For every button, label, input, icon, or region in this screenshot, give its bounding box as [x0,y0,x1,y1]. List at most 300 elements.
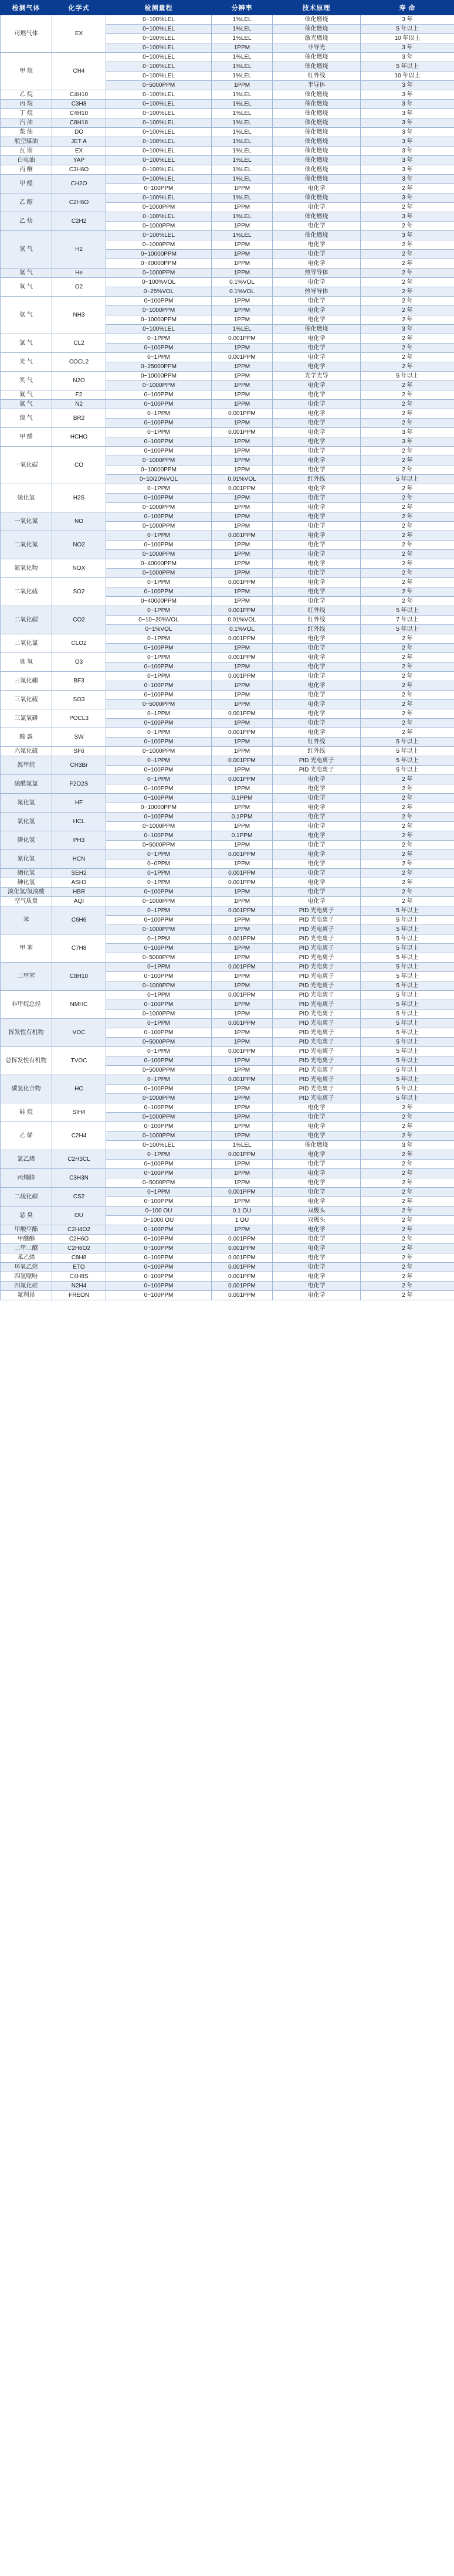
resolution-cell: 0.001PPM [212,578,273,587]
technology-cell: 催化燃烧 [273,25,361,34]
lifetime-cell: 3 年 [361,81,454,90]
technology-cell: 电化学 [273,409,361,419]
lifetime-cell: 5 年以上 [361,766,454,775]
range-cell: 0~100%VOL [106,278,212,287]
resolution-cell: 1PPM [212,550,273,559]
range-cell: 0~1000PPM [106,925,212,934]
table-row [1,691,454,700]
formula-cell: NH3 [52,297,106,334]
resolution-cell: 1PPM [212,747,273,756]
gas-name-cell: 氟 气 [1,390,52,400]
technology-cell: 电化学 [273,662,361,672]
formula-cell: NO2 [52,531,106,559]
range-cell: 0~1000PPM [106,569,212,578]
resolution-cell: 1PPM [212,569,273,578]
formula-cell: JET A [52,137,106,147]
formula-cell: C2H4O2 [52,1225,106,1235]
table-row [1,1235,454,1244]
gas-name-cell: 氯化氢 [1,813,52,831]
table-row [1,137,454,147]
resolution-cell: 1PPM [212,822,273,831]
technology-cell: 电化学 [273,522,361,531]
resolution-cell: 1PPM [212,859,273,869]
lifetime-cell: 2 年 [361,1291,454,1300]
resolution-cell: 1PPM [212,1113,273,1122]
technology-cell: 电化学 [273,184,361,193]
technology-cell: 电化学 [273,334,361,344]
lifetime-cell: 2 年 [361,841,454,850]
range-cell: 0~100%LEL [106,128,212,137]
formula-cell: CH4 [52,53,106,90]
range-cell: 0~40000PPM [106,559,212,569]
range-cell: 0~1PPM [106,869,212,878]
gas-name-cell: 乙 烷 [1,90,52,100]
technology-cell: 电化学 [273,456,361,465]
gas-name-cell: 二氧化氯 [1,634,52,653]
resolution-cell: 1PPM [212,1038,273,1047]
range-cell: 0~100PPM [106,1263,212,1272]
resolution-cell: 0.001PPM [212,1253,273,1263]
lifetime-cell: 3 年 [361,156,454,165]
resolution-cell: 1%LEL [212,128,273,137]
lifetime-cell: 2 年 [361,531,454,541]
lifetime-cell: 3 年 [361,90,454,100]
technology-cell: 电化学 [273,503,361,512]
range-cell: 0~100PPM [106,1085,212,1094]
lifetime-cell: 5 年以上 [361,1075,454,1085]
resolution-cell: 0.001PPM [212,353,273,362]
range-cell: 0~1PPM [106,906,212,916]
range-cell: 0~1000PPM [106,381,212,390]
technology-cell: 红外线 [273,606,361,616]
resolution-cell: 0.001PPM [212,672,273,681]
resolution-cell: 1PPM [212,953,273,963]
resolution-cell: 1PPM [212,700,273,709]
formula-cell: N2H4 [52,1282,106,1291]
formula-cell: F2 [52,390,106,400]
lifetime-cell: 2 年 [361,522,454,531]
technology-cell: 电化学 [273,447,361,456]
gas-name-cell: 溴甲烷 [1,756,52,775]
lifetime-cell: 5 年以上 [361,372,454,381]
formula-cell: SEH2 [52,869,106,878]
resolution-cell: 1%LEL [212,100,273,109]
lifetime-cell: 3 年 [361,437,454,447]
table-row [1,831,454,841]
gas-name-cell: 甲 醛 [1,175,52,193]
resolution-cell: 0.001PPM [212,484,273,494]
lifetime-cell: 2 年 [361,1216,454,1225]
range-cell: 0~100PPM [106,390,212,400]
range-cell: 0~1PPM [106,1075,212,1085]
lifetime-cell: 5 年以上 [361,963,454,972]
technology-cell: 电化学 [273,1131,361,1141]
lifetime-cell: 5 年以上 [361,1047,454,1056]
table-row [1,794,454,803]
gas-name-cell: 挥发性有机物 [1,1019,52,1047]
formula-cell: PH3 [52,831,106,850]
lifetime-cell: 2 年 [361,709,454,719]
gas-name-cell: 二甲二醚 [1,1244,52,1253]
table-row [1,409,454,419]
lifetime-cell: 2 年 [361,1197,454,1207]
formula-cell: HBR [52,888,106,897]
technology-cell: 电化学 [273,203,361,212]
technology-cell: 电化学 [273,1113,361,1122]
technology-cell: 红外线 [273,738,361,747]
technology-cell: 催化燃烧 [273,193,361,203]
range-cell: 0~100PPM [106,794,212,803]
lifetime-cell: 2 年 [361,344,454,353]
formula-cell: CO [52,447,106,484]
resolution-cell: 1%LEL [212,53,273,62]
technology-cell: 电化学 [273,222,361,231]
formula-cell: C8H18 [52,118,106,128]
table-row [1,869,454,878]
resolution-cell: 1PPM [212,203,273,212]
technology-cell: 电化学 [273,728,361,738]
range-cell: 0~100%LEL [106,72,212,81]
technology-cell: PID 光电离子 [273,972,361,981]
resolution-cell: 1%LEL [212,109,273,118]
table-row [1,606,454,616]
range-cell: 0~100PPM [106,1225,212,1235]
range-cell: 0~100%LEL [106,43,212,53]
resolution-cell: 0.001PPM [212,1150,273,1160]
range-cell: 0~100PPM [106,419,212,428]
formula-cell: CH3Br [52,756,106,775]
gas-name-cell: 三氟化硼 [1,672,52,691]
resolution-cell: 1PPM [212,1000,273,1010]
technology-cell: 电化学 [273,569,361,578]
resolution-cell: 0.001PPM [212,1075,273,1085]
gas-name-cell: 乙 醇 [1,193,52,212]
resolution-cell: 0.001PPM [212,531,273,541]
column-header-resolution: 分辨率 [212,1,273,15]
range-cell: 0~100PPM [106,447,212,456]
lifetime-cell: 2 年 [361,578,454,587]
table-row [1,428,454,437]
range-cell: 0~100PPM [106,1103,212,1113]
formula-cell: HF [52,794,106,813]
lifetime-cell: 2 年 [361,250,454,259]
technology-cell: 电化学 [273,888,361,897]
formula-cell: SW [52,728,106,747]
technology-cell: 红外线 [273,747,361,756]
lifetime-cell: 2 年 [361,1225,454,1235]
technology-cell: PID 光电离子 [273,1085,361,1094]
range-cell: 0~100PPM [106,662,212,672]
formula-cell: CS2 [52,1188,106,1207]
range-cell: 0~5000PPM [106,81,212,90]
range-cell: 0~100PPM [106,1160,212,1169]
lifetime-cell: 2 年 [361,662,454,672]
resolution-cell: 0.1%VOL [212,278,273,287]
range-cell: 0~1PPM [106,1019,212,1028]
resolution-cell: 0.001PPM [212,991,273,1000]
formula-cell: C3H3N [52,1169,106,1188]
gas-name-cell: 硅 烷 [1,1103,52,1122]
range-cell: 0~100%LEL [106,100,212,109]
formula-cell: POCL3 [52,709,106,728]
lifetime-cell: 5 年以上 [361,972,454,981]
resolution-cell: 1PPM [212,981,273,991]
technology-cell: 催化燃烧 [273,325,361,334]
technology-cell: 催化燃烧 [273,212,361,222]
range-cell: 0~100PPM [106,297,212,306]
technology-cell: 电化学 [273,437,361,447]
table-row [1,100,454,109]
resolution-cell: 0.001PPM [212,878,273,888]
range-cell: 0~10/20%VOL [106,475,212,484]
lifetime-cell: 2 年 [361,512,454,522]
resolution-cell: 1%LEL [212,147,273,156]
table-row [1,934,454,944]
resolution-cell: 0.001PPM [212,850,273,859]
range-cell: 0~1PPM [106,409,212,419]
technology-cell: 催化燃烧 [273,15,361,25]
gas-name-cell: 氟化氢 [1,794,52,813]
resolution-cell: 1%LEL [212,175,273,184]
resolution-cell: 0.001PPM [212,1272,273,1282]
lifetime-cell: 2 年 [361,644,454,653]
range-cell: 0~100%LEL [106,62,212,72]
resolution-cell: 0.001PPM [212,709,273,719]
technology-cell: PID 光电离子 [273,963,361,972]
formula-cell: NO [52,512,106,531]
range-cell: 0~1PPM [106,991,212,1000]
gas-name-cell: 苯乙烯 [1,1253,52,1263]
technology-cell: 电化学 [273,1178,361,1188]
lifetime-cell: 3 年 [361,43,454,53]
resolution-cell: 1PPM [212,522,273,531]
gas-name-cell: 硫化氢 [1,484,52,512]
lifetime-cell: 2 年 [361,1263,454,1272]
gas-name-cell: 二氧化氮 [1,531,52,559]
resolution-cell: 0.001PPM [212,1235,273,1244]
technology-cell: 电化学 [273,1272,361,1282]
range-cell: 0~100PPM [106,681,212,691]
lifetime-cell: 2 年 [361,334,454,344]
resolution-cell: 1PPM [212,419,273,428]
lifetime-cell: 2 年 [361,287,454,297]
technology-cell: 电化学 [273,531,361,541]
range-cell: 0~1PPM [106,1047,212,1056]
gas-name-cell: 总挥发性有机物 [1,1047,52,1075]
table-row [1,559,454,569]
lifetime-cell: 5 年以上 [361,934,454,944]
range-cell: 0~100PPM [106,1253,212,1263]
gas-name-cell: 硒化氢 [1,869,52,878]
table-row [1,297,454,306]
table-row [1,447,454,456]
formula-cell: C2H2 [52,212,106,231]
resolution-cell: 1PPM [212,456,273,465]
technology-cell: 电化学 [273,400,361,409]
lifetime-cell: 5 年以上 [361,991,454,1000]
technology-cell: 电化学 [273,353,361,362]
formula-cell: SIH4 [52,1103,106,1122]
gas-name-cell: 氢 气 [1,231,52,269]
lifetime-cell: 2 年 [361,447,454,456]
lifetime-cell: 5 年以上 [361,62,454,72]
table-row [1,897,454,906]
table-row [1,775,454,784]
range-cell: 0~100%LEL [106,212,212,222]
table-row [1,372,454,381]
resolution-cell: 1PPM [212,1122,273,1131]
table-row [1,128,454,137]
gas-name-cell: 可燃气体 [1,15,52,53]
range-cell: 0~1PPM [106,934,212,944]
range-cell: 0~25%VOL [106,287,212,297]
lifetime-cell: 2 年 [361,484,454,494]
resolution-cell: 1PPM [212,662,273,672]
resolution-cell: 1PPM [212,259,273,269]
lifetime-cell: 3 年 [361,118,454,128]
lifetime-cell: 5 年以上 [361,1000,454,1010]
range-cell: 0~100%LEL [106,15,212,25]
table-row [1,90,454,100]
range-cell: 0~100PPM [106,1244,212,1253]
table-row [1,1103,454,1113]
table-row [1,53,454,62]
formula-cell: C8H10 [52,963,106,991]
lifetime-cell: 5 年以上 [361,625,454,634]
table-row [1,165,454,175]
lifetime-cell: 2 年 [361,1103,454,1113]
lifetime-cell: 2 年 [361,859,454,869]
range-cell: 0~1PPM [106,756,212,766]
range-cell: 0~1PPM [106,709,212,719]
technology-cell: PID 光电离子 [273,981,361,991]
range-cell: 0~100PPM [106,344,212,353]
table-row [1,1244,454,1253]
lifetime-cell: 2 年 [361,888,454,897]
technology-cell: PID 光电离子 [273,1094,361,1103]
resolution-cell: 1PPM [212,184,273,193]
resolution-cell: 1PPM [212,541,273,550]
resolution-cell: 0.001PPM [212,1282,273,1291]
lifetime-cell: 3 年 [361,1141,454,1150]
range-cell: 0~100PPM [106,1122,212,1131]
formula-cell: C2H6O [52,1235,106,1244]
technology-cell: 电化学 [273,634,361,644]
range-cell: 0~25000PPM [106,362,212,372]
resolution-cell: 0.001PPM [212,756,273,766]
gas-name-cell: 甲 醛 [1,428,52,447]
technology-cell: 电化学 [273,644,361,653]
gas-name-cell: 磷化氢 [1,831,52,850]
technology-cell: 电化学 [273,784,361,794]
range-cell: 0~100PPM [106,437,212,447]
technology-cell: 催化燃烧 [273,231,361,240]
technology-cell: PID 光电离子 [273,1028,361,1038]
range-cell: 0~1000PPM [106,203,212,212]
resolution-cell: 0.1 OU [212,1207,273,1216]
technology-cell: 电化学 [273,381,361,390]
technology-cell: PID 光电离子 [273,1038,361,1047]
formula-cell: AQI [52,897,106,906]
range-cell: 0~100%LEL [106,231,212,240]
resolution-cell: 0.001PPM [212,963,273,972]
technology-cell: 电化学 [273,550,361,559]
gas-name-cell: 光 气 [1,353,52,372]
resolution-cell: 1PPM [212,559,273,569]
technology-cell: 催化燃烧 [273,1141,361,1150]
lifetime-cell: 5 年以上 [361,25,454,34]
resolution-cell: 0.001PPM [212,334,273,344]
range-cell: 0~1PPM [106,531,212,541]
resolution-cell: 1PPM [212,344,273,353]
resolution-cell: 1PPM [212,1169,273,1178]
range-cell: 0~100PPM [106,916,212,925]
technology-cell: 热导导体 [273,287,361,297]
range-cell: 0~1000PPM [106,822,212,831]
lifetime-cell: 5 年以上 [361,953,454,963]
resolution-cell: 1PPM [212,372,273,381]
resolution-cell: 1PPM [212,400,273,409]
gas-name-cell: 碳氢化合物 [1,1075,52,1103]
range-cell: 0~100%LEL [106,1141,212,1150]
resolution-cell: 1PPM [212,315,273,325]
technology-cell: PID 光电离子 [273,991,361,1000]
range-cell: 0~100%LEL [106,325,212,334]
range-cell: 0~100PPM [106,888,212,897]
resolution-cell: 1PPM [212,1225,273,1235]
lifetime-cell: 2 年 [361,803,454,813]
lifetime-cell: 2 年 [361,419,454,428]
range-cell: 0~1000PPM [106,897,212,906]
resolution-cell: 0.001PPM [212,934,273,944]
lifetime-cell: 2 年 [361,222,454,231]
resolution-cell: 0.001PPM [212,653,273,662]
resolution-cell: 1PPM [212,437,273,447]
range-cell: 0~100PPM [106,541,212,550]
gas-name-cell: 四氢噻吩 [1,1272,52,1282]
resolution-cell: 1PPM [212,381,273,390]
resolution-cell: 1%LEL [212,325,273,334]
table-row [1,1122,454,1131]
formula-cell: NMHC [52,991,106,1019]
range-cell: 0~5000PPM [106,1178,212,1188]
lifetime-cell: 2 年 [361,1282,454,1291]
technology-cell: 电化学 [273,428,361,437]
technology-cell: 催化燃烧 [273,147,361,156]
formula-cell: YAP [52,156,106,165]
range-cell: 0~100%LEL [106,25,212,34]
table-row [1,850,454,859]
technology-cell: PID 光电离子 [273,1075,361,1085]
gas-name-cell: 丙 烷 [1,100,52,109]
lifetime-cell: 2 年 [361,775,454,784]
technology-cell: 红外线 [273,625,361,634]
range-cell: 0~1PPM [106,1188,212,1197]
lifetime-cell: 5 年以上 [361,906,454,916]
lifetime-cell: 5 年以上 [361,1019,454,1028]
resolution-cell: 1PPM [212,803,273,813]
formula-cell: C8H8 [52,1253,106,1263]
technology-cell: PID 光电离子 [273,925,361,934]
table-row [1,147,454,156]
range-cell: 0~100PPM [106,184,212,193]
range-cell: 0~1000PPM [106,240,212,250]
gas-name-cell: 航空煤油 [1,137,52,147]
lifetime-cell: 2 年 [361,897,454,906]
lifetime-cell: 2 年 [361,259,454,269]
range-cell: 0~100PPM [106,1272,212,1282]
lifetime-cell: 5 年以上 [361,1066,454,1075]
